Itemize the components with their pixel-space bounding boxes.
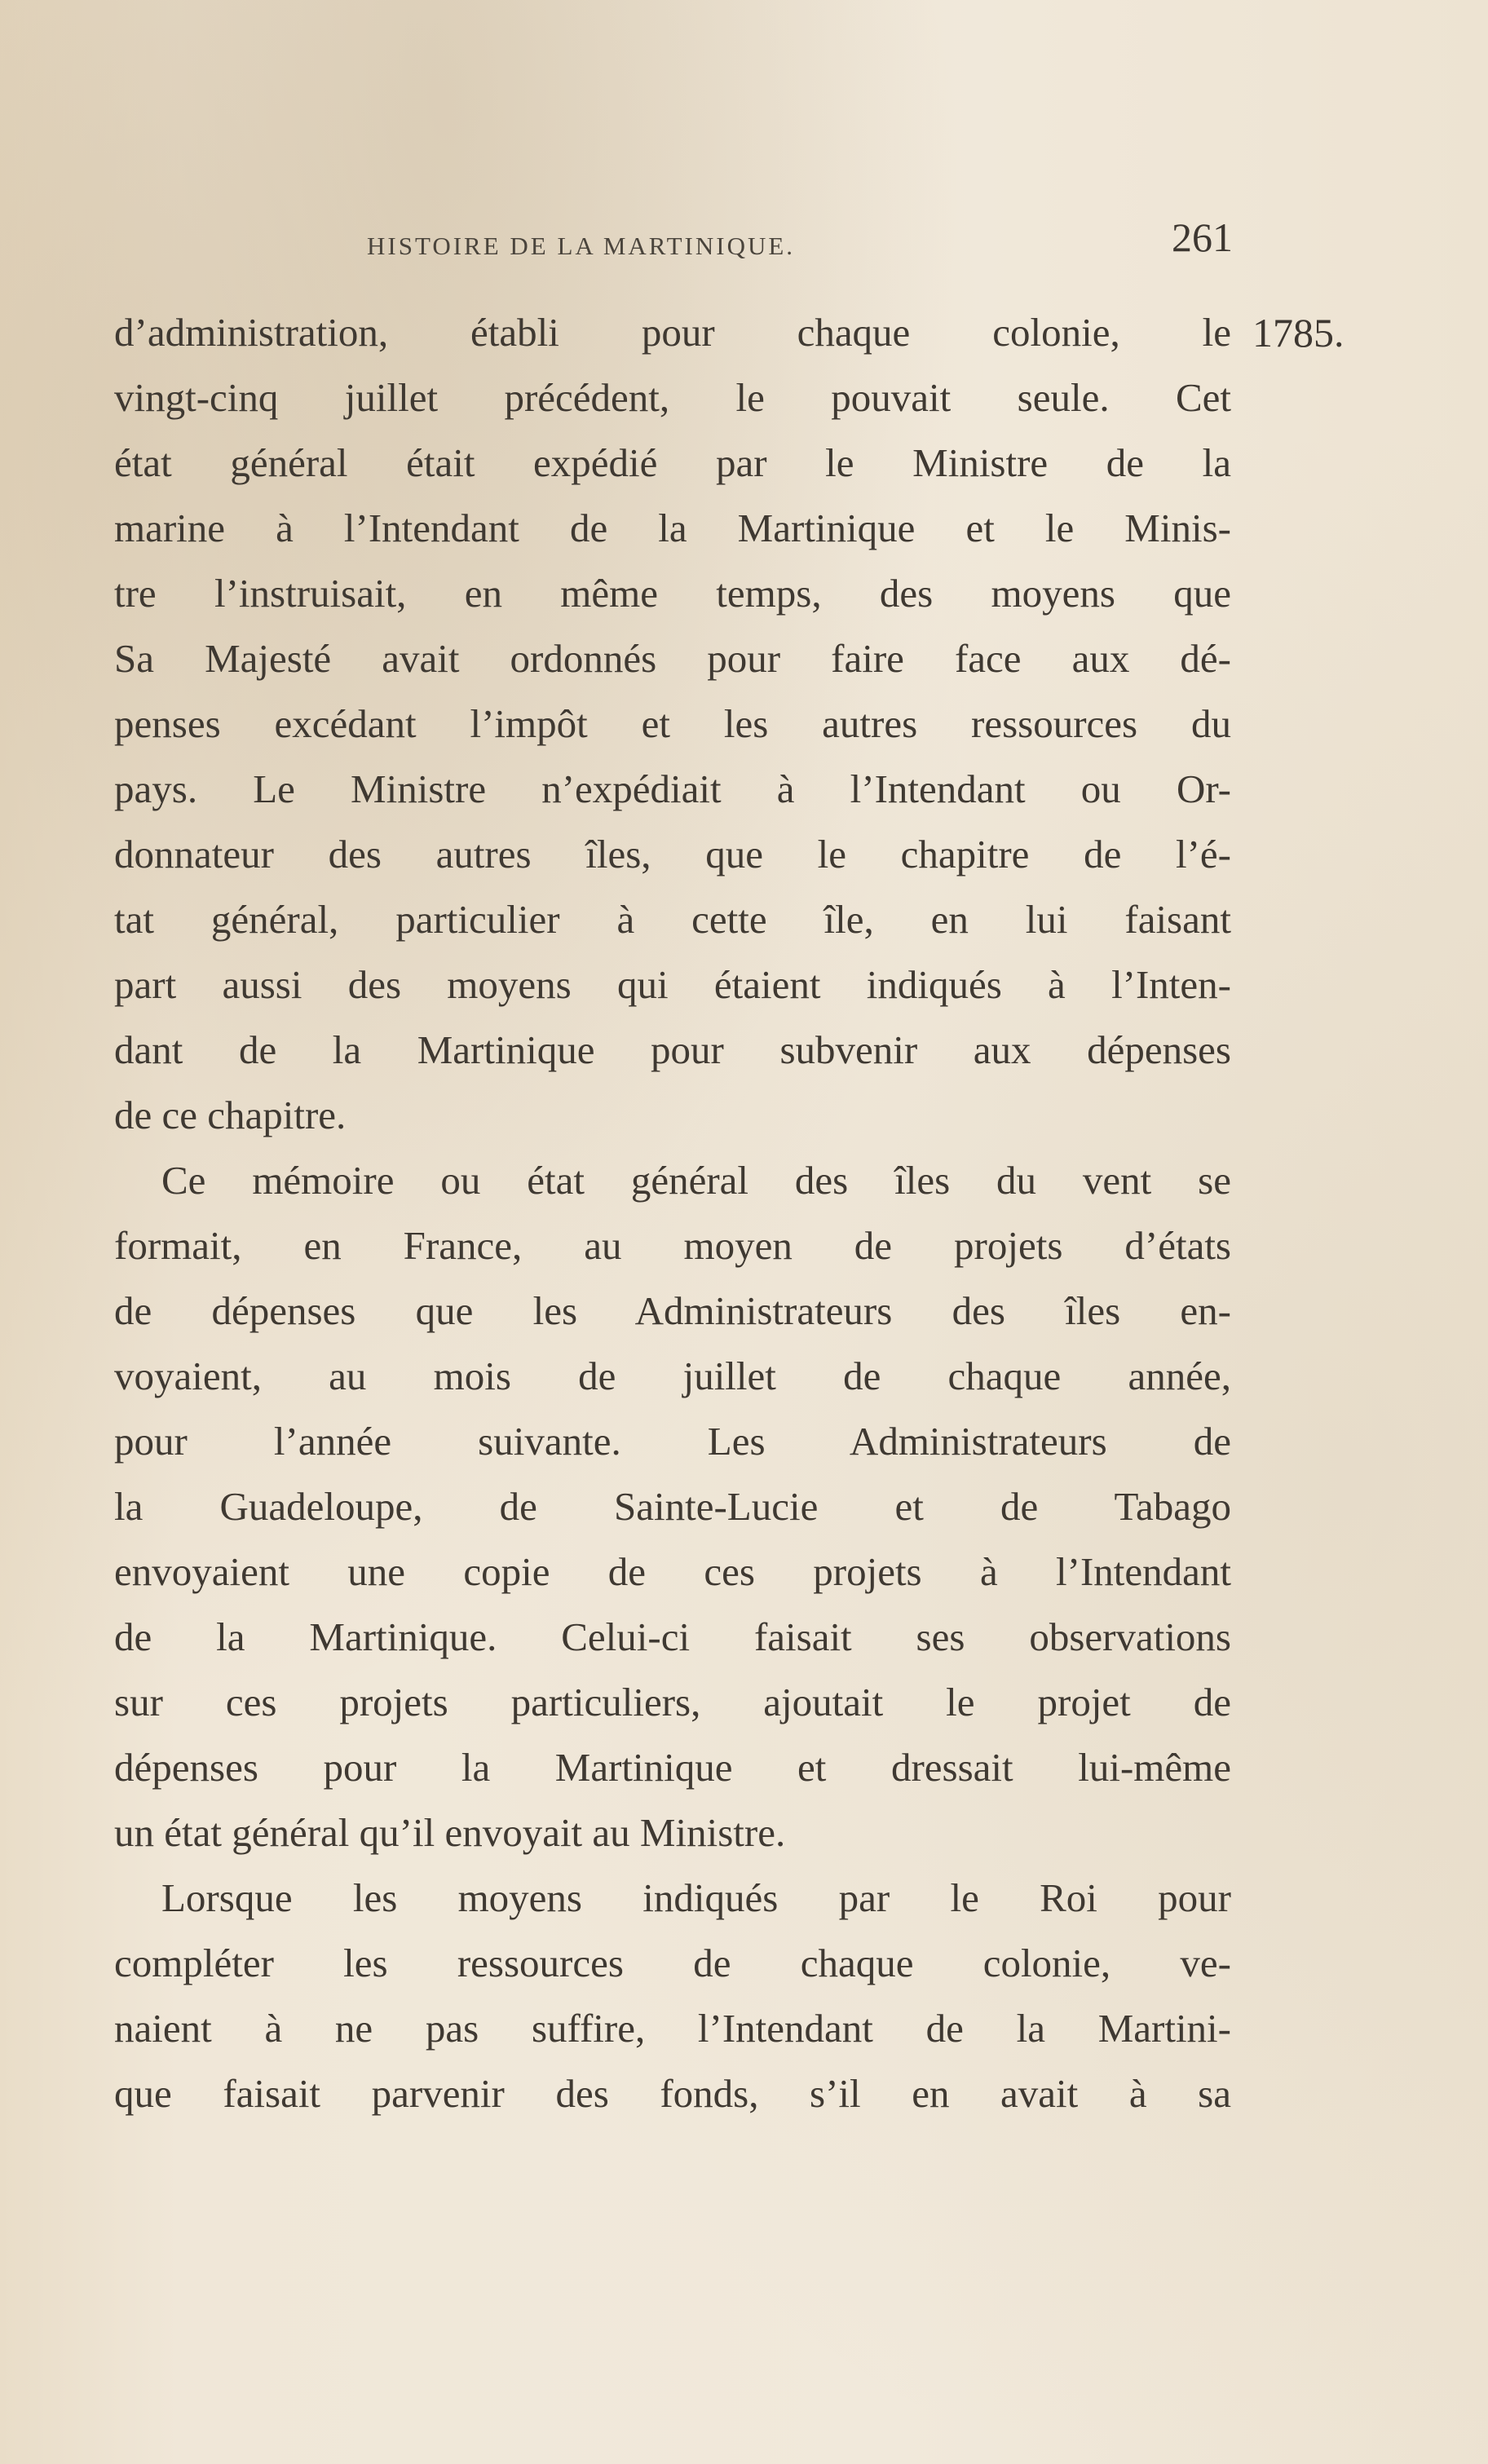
text-line: part aussi des moyens qui étaient indiqués à l’Inten- xyxy=(114,962,1231,1007)
text-line: Sa Majesté avait ordonnés pour faire face aux dé- xyxy=(114,636,1231,681)
text-line: marine à l’Intendant de la Martinique et le Minis- xyxy=(114,506,1231,550)
text-line: un état général qu’il envoyait au Ministre. xyxy=(114,1810,786,1855)
text-line: de dépenses que les Administrateurs des îles en- xyxy=(114,1288,1231,1333)
text-line: penses excédant l’impôt et les autres ressources du xyxy=(114,701,1231,746)
text-line: donnateur des autres îles, que le chapitre de l’é- xyxy=(114,832,1231,877)
text-line: pour l’année suivante. Les Administrateurs de xyxy=(114,1419,1231,1464)
running-head xyxy=(114,214,1231,263)
text-line: Lorsque les moyens indiqués par le Roi pour xyxy=(161,1875,1231,1920)
text-line: tat général, particulier à cette île, en lui faisant xyxy=(114,897,1231,942)
text-line: tre l’instruisait, en même temps, des moyens que xyxy=(114,571,1231,616)
text-line: sur ces projets particuliers, ajoutait le projet de xyxy=(114,1680,1231,1724)
paragraph-2 xyxy=(114,1148,1231,1866)
paragraph-1 xyxy=(114,300,1231,1148)
running-title: HISTOIRE DE LA MARTINIQUE. xyxy=(367,232,796,260)
paragraph-3 xyxy=(114,1866,1231,2126)
text-line: que faisait parvenir des fonds, s’il en avait à sa xyxy=(114,2071,1231,2116)
text-block xyxy=(114,300,1231,2126)
text-line: naient à ne pas suffire, l’Intendant de la Martini- xyxy=(114,2006,1231,2051)
text-line: de ce chapitre. xyxy=(114,1093,347,1137)
text-line: la Guadeloupe, de Sainte-Lucie et de Tabago xyxy=(114,1484,1231,1529)
margin-year: 1785. xyxy=(1252,310,1344,355)
text-line: pays. Le Ministre n’expédiait à l’Intendant ou Or- xyxy=(114,766,1231,811)
text-line: envoyaient une copie de ces projets à l’Intendant xyxy=(114,1549,1231,1594)
text-line: voyaient, au mois de juillet de chaque année, xyxy=(114,1353,1231,1398)
text-line: état général était expédié par le Ministre de la xyxy=(114,440,1231,485)
text-line: de la Martinique. Celui-ci faisait ses observations xyxy=(114,1614,1231,1659)
text-line: dant de la Martinique pour subvenir aux dépenses xyxy=(114,1027,1231,1072)
text-line: compléter les ressources de chaque colonie, ve- xyxy=(114,1941,1231,1985)
text-line: d’administration, établi pour chaque colonie, le xyxy=(114,310,1231,355)
text-line: formait, en France, au moyen de projets d’états xyxy=(114,1223,1231,1268)
text-line: dépenses pour la Martinique et dressait lui-même xyxy=(114,1745,1231,1790)
text-line: vingt-cinq juillet précédent, le pouvait seule. Cet xyxy=(114,375,1231,420)
text-line: Ce mémoire ou état général des îles du vent se xyxy=(161,1158,1231,1203)
page-number: 261 xyxy=(1172,214,1233,260)
